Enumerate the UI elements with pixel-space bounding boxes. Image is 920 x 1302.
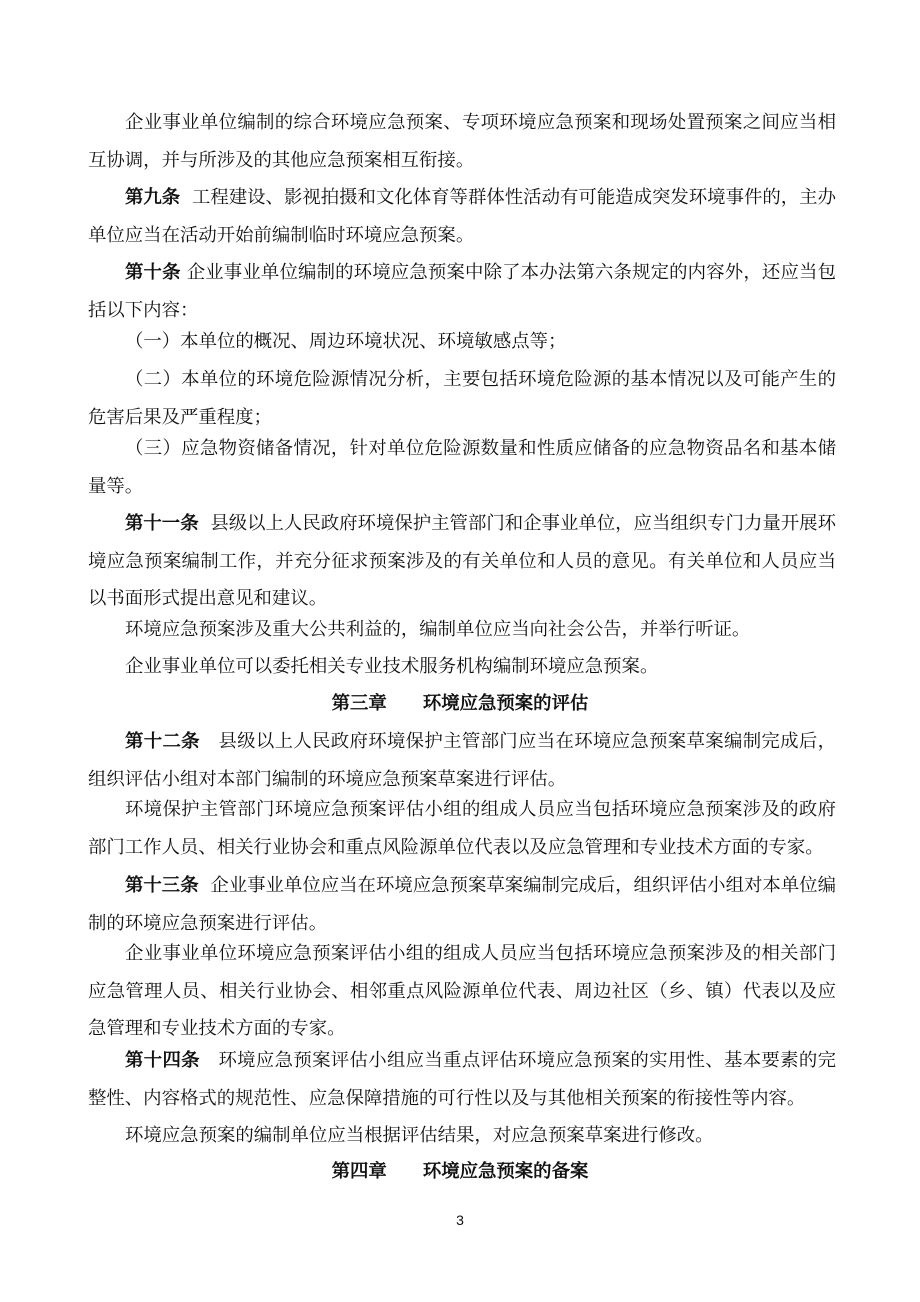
article-11: 第十一条 县级以上人民政府环境保护主管部门和企事业单位，应当组织专门力量开展环境应急预案编制工作，并充分征求预案涉及的有关单位和人员的意见。有关单位和人员应当以书面形式提出意见和建议。	[88, 513, 836, 609]
article-label: 第十三条	[125, 875, 199, 896]
article-label: 第十四条	[125, 1050, 200, 1071]
paragraph-8: 环境应急预案涉及重大公共利益的，编制单位应当向社会公告，并举行听证。	[125, 619, 751, 640]
article-12: 第十二条 县级以上人民政府环境保护主管部门应当在环境应急预案草案编制完成后，组织评估小组对本部门编制的环境应急预案草案进行评估。	[88, 731, 836, 790]
list-item-1: （一）本单位的概况、周边环境状况、环境敏感点等；	[125, 331, 567, 352]
article-13: 第十三条 企业事业单位应当在环境应急预案草案编制完成后，组织评估小组对本单位编制的环境应急预案进行评估。	[88, 875, 836, 934]
paragraph-15: 环境应急预案的编制单位应当根据评估结果，对应急预案草案进行修改。	[125, 1125, 714, 1146]
chapter-4-heading: 第四章 环境应急预案的备案	[331, 1161, 589, 1182]
chapter-3-heading: 第三章 环境应急预案的评估	[331, 693, 589, 714]
list-item-2: （二）本单位的环境危险源情况分析，主要包括环境危险源的基本情况以及可能产生的危害后果及严重程度；	[88, 369, 836, 428]
article-label: 第十二条	[125, 731, 200, 752]
paragraph-9: 企业事业单位可以委托相关专业技术服务机构编制环境应急预案。	[125, 656, 659, 677]
article-14: 第十四条 环境应急预案评估小组应当重点评估环境应急预案的实用性、基本要素的完整性、内容格式的规范性、应急保障措施的可行性以及与其他相关预案的衔接性等内容。	[88, 1050, 836, 1109]
article-label: 第九条	[125, 187, 181, 208]
article-10: 第十条 企业事业单位编制的环境应急预案中除了本办法第六条规定的内容外，还应当包括以下内容：	[88, 262, 836, 321]
article-9: 第九条 工程建设、影视拍摄和文化体育等群体性活动有可能造成突发环境事件的，主办单位应当在活动开始前编制临时环境应急预案。	[88, 187, 836, 246]
paragraph-13: 企业事业单位环境应急预案评估小组的组成人员应当包括环境应急预案涉及的相关部门应急管理人员、相关行业协会、相邻重点风险源单位代表、周边社区（乡、镇）代表以及应急管理和专业技术方面的专家。	[88, 943, 836, 1039]
article-label: 第十一条	[125, 513, 199, 534]
page-number: 3	[456, 1212, 464, 1228]
paragraph-11: 环境保护主管部门环境应急预案评估小组的组成人员应当包括环境应急预案涉及的政府部门工作人员、相关行业协会和重点风险源单位代表以及应急管理和专业技术方面的专家。	[88, 799, 836, 858]
article-label: 第十条	[125, 262, 181, 283]
paragraph-1: 企业事业单位编制的综合环境应急预案、专项环境应急预案和现场处置预案之间应当相互协调，并与所涉及的其他应急预案相互衔接。	[88, 112, 836, 171]
list-item-3: （三）应急物资储备情况，针对单位危险源数量和性质应储备的应急物资品名和基本储量等。	[88, 438, 836, 497]
